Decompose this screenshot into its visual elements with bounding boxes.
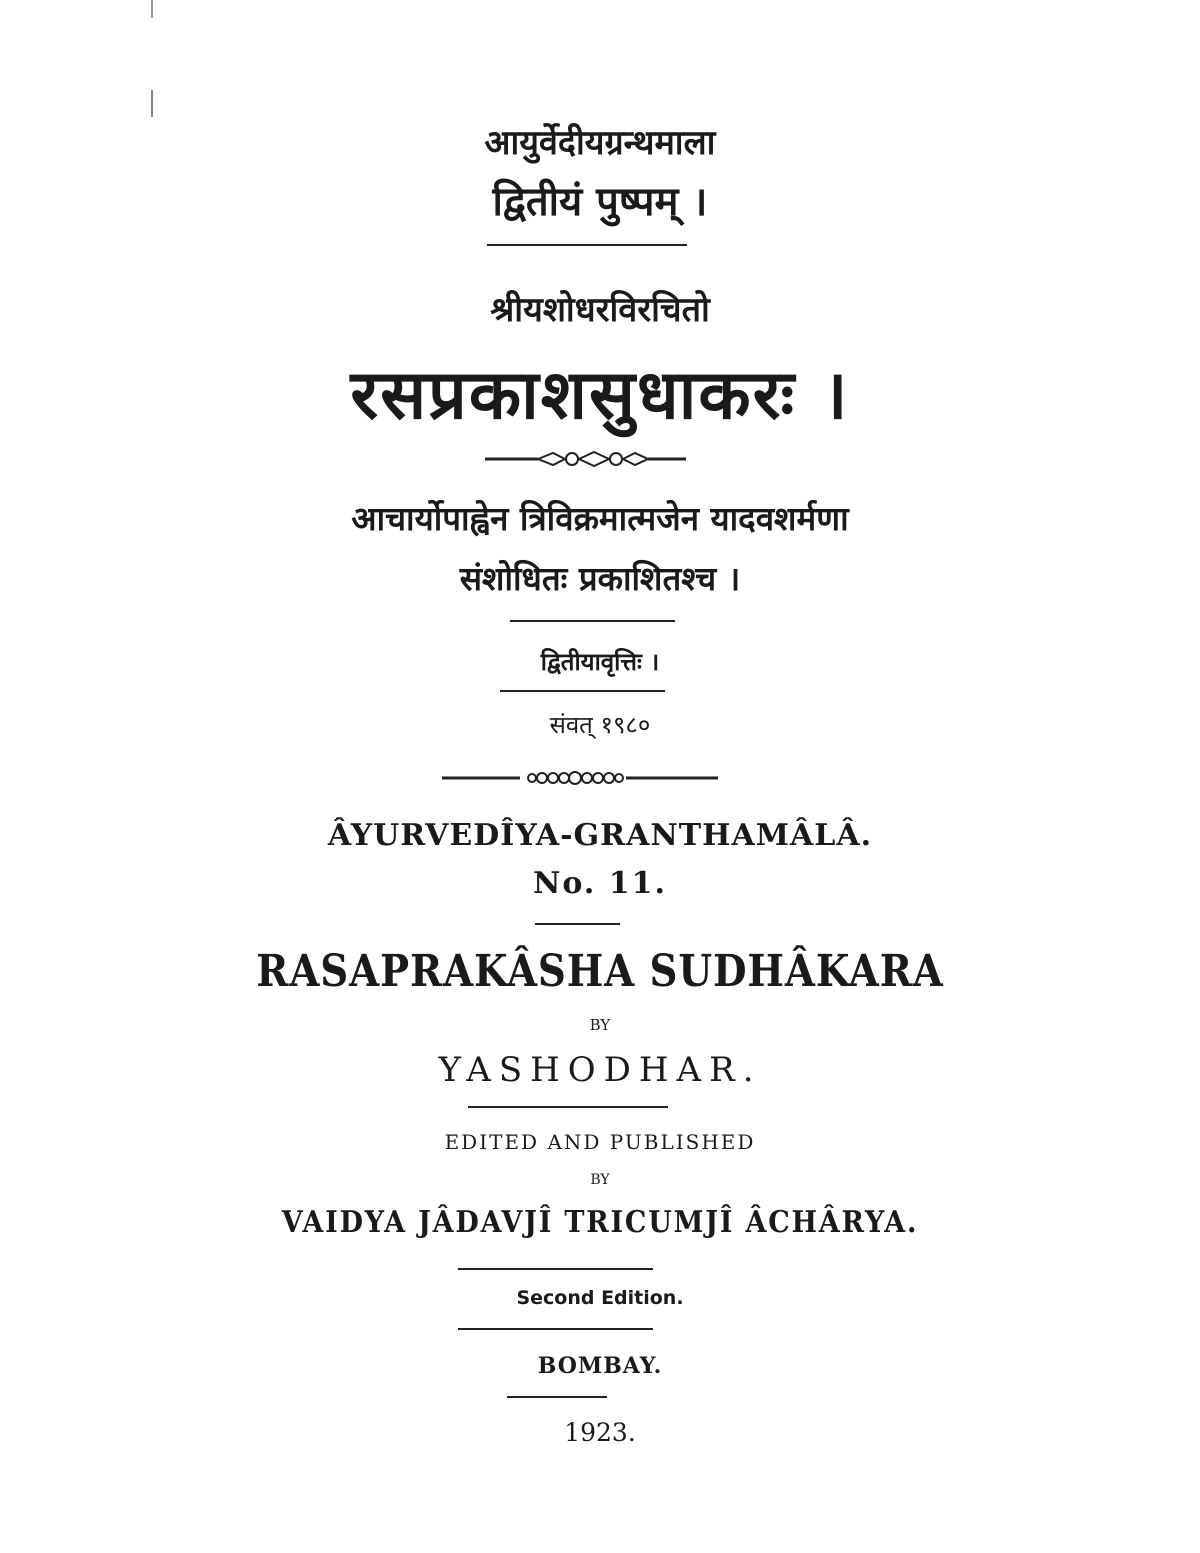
place-english: BOMBAY. [537, 1353, 663, 1379]
series-english: ÂYURVEDÎYA-GRANTHAMÂLÂ. [327, 818, 873, 853]
title-devanagari: रसप्रकाशसुधाकरः । [350, 356, 850, 435]
author-english: YASHODHAR. [438, 1050, 762, 1090]
divider-7 [458, 1328, 653, 1330]
edited-published: EDITED AND PUBLISHED [444, 1130, 756, 1154]
editor-english: VAIDYA JÂDAVJÎ TRICUMJÎ ÂCHÂRYA. [281, 1205, 919, 1240]
divider-3 [500, 690, 665, 692]
divider-2 [510, 620, 675, 622]
title-english: RASAPRAKÂSHA SUDHÂKARA [256, 946, 944, 997]
ornamental-divider-2 [440, 770, 720, 786]
samvat-devanagari: संवत् १९८० [549, 711, 651, 739]
author-devanagari: श्रीयशोधरविरचितो [490, 290, 710, 330]
number-english: No. 11. [533, 866, 667, 901]
by-label-2: BY [590, 1172, 610, 1188]
editor-devanagari-line2: संशोधितः प्रकाशितश्च । [459, 559, 741, 598]
divider-5 [468, 1106, 668, 1108]
volume-devanagari: द्वितीयं पुष्पम् । [492, 179, 708, 225]
series-devanagari: आयुर्वेदीयग्रन्थमाला [484, 123, 716, 163]
editor-devanagari-line1: आचार्योपाह्वेन त्रिविक्रमात्मजेन यादवशर्मणा [351, 499, 849, 538]
year-english: 1923. [564, 1418, 636, 1447]
divider-1 [487, 244, 687, 246]
by-label-1: BY [589, 1016, 611, 1034]
divider-6 [458, 1268, 653, 1270]
edition-devanagari: द्वितीयावृत्तिः । [540, 648, 660, 676]
ornamental-divider-1 [483, 445, 688, 473]
edition-english: Second Edition. [516, 1287, 684, 1309]
divider-8 [507, 1396, 607, 1398]
divider-4 [535, 923, 620, 925]
